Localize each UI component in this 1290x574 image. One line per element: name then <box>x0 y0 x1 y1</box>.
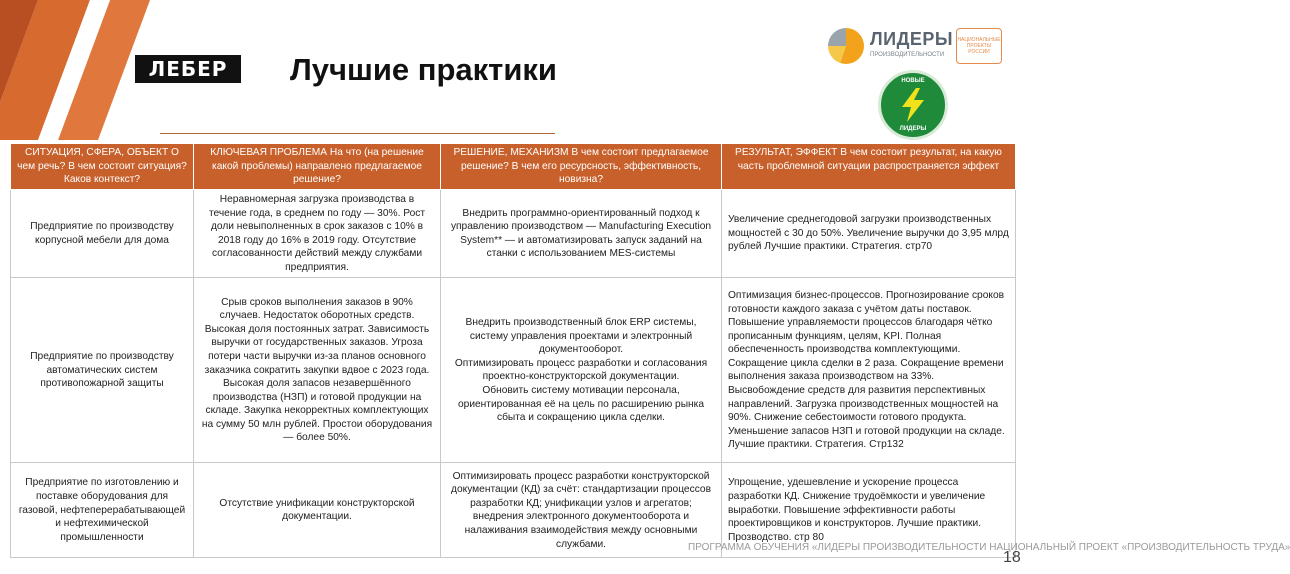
chevron-decoration <box>0 0 150 140</box>
new-leaders-badge <box>878 70 948 140</box>
solution-line: Обновить систему мотивации персонала, ориентированная её на цель по расширению рынка сбыта и сокращению цикла сделки. <box>457 384 705 424</box>
problem-cell: Отсутствие унификации конструкторской документации. <box>194 463 441 558</box>
best-practices-table <box>10 143 1016 558</box>
result-cell: Упрощение, удешевление и ускорение процесса разработки КД. Снижение трудоёмкости и увеличение выработки. Повышение эффективности работы проектировщиков и конструкторов. Лучшие практики. Прозводство. стр 80 <box>722 463 1016 558</box>
footer-line-2: НАЦИОНАЛЬНЫЙ ПРОЕКТ «ПРОИЗВОДИТЕЛЬНОСТЬ ТРУДА» <box>989 542 1290 553</box>
company-logo: ЛЕБЕР <box>135 55 241 83</box>
title-underline <box>160 133 555 134</box>
lightning-icon <box>898 88 928 122</box>
badge-top-text: НОВЫЕ <box>901 78 925 84</box>
leaders-logo-text: ЛИДЕРЫ <box>870 29 954 49</box>
problem-cell: Неравномерная загрузка производства в течение года, в среднем по году — 30%. Рост доли невыполненных в срок заказов с 10% в 2018 году до 16% в 2019 году. Отсутствие согласованности действий между службами предприятия. <box>194 190 441 278</box>
header-solution: РЕШЕНИЕ, МЕХАНИЗМ В чем состоит предлагаемое решение? В чем его ресурсность, эффективность, новизна? <box>441 144 722 190</box>
page-number: 18 <box>1003 549 1021 566</box>
leaders-logo <box>828 26 954 68</box>
header-problem: КЛЮЧЕВАЯ ПРОБЛЕМА На что (на решение какой проблемы) направлено предлагаемое решение? <box>194 144 441 190</box>
solution-line: Внедрить производственный блок ERP системы, систему управления проектами и электронный документооборот. <box>465 317 697 356</box>
national-projects-badge: НАЦИОНАЛЬНЫЕ ПРОЕКТЫ РОССИИ <box>956 28 1002 64</box>
solution-cell <box>441 278 722 463</box>
problem-cell: Срыв сроков выполнения заказов в 90% случаев. Недостаток оборотных средств. Высокая доля постоянных затрат. Зависимость выручки от государственных заказов. Угроза потери части выручки из-за планов основного заказчика сократить закупки вдвое с 2023 года. Высокая доля запасов незавершённого производства (НЗП) и готовой продукции на складе. Закупка некорректных комплектующих на сумму 50 млн рублей. Простои оборудования — более 50%. <box>194 278 441 463</box>
table-row <box>11 190 1016 278</box>
page-title: Лучшие практики <box>290 52 557 87</box>
solution-cell: Оптимизировать процесс разработки конструкторской документации (КД) за счёт: стандартизации процессов разработки КД; унификации узлов и агрегатов; внедрения электронного документооборота и налаживания взаимодействия между основными службами. <box>441 463 722 558</box>
solution-line: Оптимизировать процесс разработки и согласования проектно-конструкторской документации. <box>454 357 708 383</box>
sun-icon <box>828 28 864 64</box>
situation-cell: Предприятие по производству корпусной мебели для дома <box>11 190 194 278</box>
footer-program <box>688 541 1290 554</box>
situation-cell: Предприятие по производству автоматических систем противопожарной защиты <box>11 278 194 463</box>
solution-cell: Внедрить программно-ориентированный подход к управлению производством — Manufacturing Execution System** — и автоматизировать запуск заданий на станки с использованием MES-системы <box>441 190 722 278</box>
header-situation: СИТУАЦИЯ, СФЕРА, ОБЪЕКТ О чем речь? В чем состоит ситуация? Каков контекст? <box>11 144 194 190</box>
table-header-row <box>11 144 1016 190</box>
table-row <box>11 278 1016 463</box>
footer-line-1: ПРОГРАММА ОБУЧЕНИЯ «ЛИДЕРЫ ПРОИЗВОДИТЕЛЬНОСТИ <box>688 542 987 553</box>
header-result: РЕЗУЛЬТАТ, ЭФФЕКТ В чем состоит результат, на какую часть проблемной ситуации распространяется эффект <box>722 144 1016 190</box>
result-cell: Увеличение среднегодовой загрузки производственных мощностей с 30 до 50%. Увеличение выручки до 3,95 млрд рублей Лучшие практики. Стратегия. стр70 <box>722 190 1016 278</box>
badge-bottom-text: ЛИДЕРЫ <box>899 126 927 132</box>
result-cell: Оптимизация бизнес-процессов. Прогнозирование сроков готовности каждого заказа с учётом даты поставок. Повышение управляемости процессов благодаря чётко прописанным функциям, целям, KPI. Полная обеспеченность производства комплектующими. Сокращение цикла сделки в 2 раза. Сокращение времени выполнения заказа производством на 33%. Высвобождение средств для развития перспективных направлений. Загрузка производственных мощностей на 90%. Снижение себестоимости готового продукта. Уменьшение запасов НЗП и готовой продукции на складе. Лучшие практики. Стратегия. Стр132 <box>722 278 1016 463</box>
leaders-logo-subtext: ПРОИЗВОДИТЕЛЬНОСТИ <box>870 52 945 58</box>
situation-cell: Предприятие по изготовлению и поставке оборудования для газовой, нефтеперерабатывающей и нефтехимической промышленности <box>11 463 194 558</box>
